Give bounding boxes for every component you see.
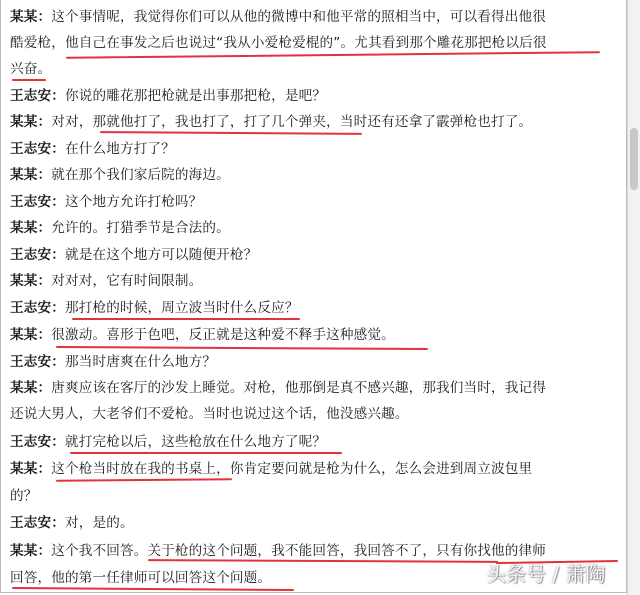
transcript-line — [10, 298, 299, 318]
transcript-line — [10, 271, 202, 291]
transcript-line — [10, 218, 230, 238]
line-text: 还说大男人，大老爷们不爱枪。当时也说过这个话，他没感兴趣。 — [10, 406, 409, 422]
speaker-label: 某某： — [10, 273, 52, 289]
line-text: 那当时唐爽在什么地方？ — [64, 354, 217, 370]
line-text: 你说的雕花那把枪就是出事那把枪，是吧？ — [64, 88, 327, 104]
transcript-line — [10, 378, 546, 398]
speaker-label: 某某： — [10, 327, 52, 343]
scrollbar-thumb[interactable] — [630, 128, 638, 190]
speaker-label: 某某： — [10, 167, 52, 183]
line-text: 酷爱枪，他自己在事发之后也说过“我从小爱枪爱棍的”。尤其看到那个雕花那把枪以后很 — [10, 35, 547, 51]
transcript-line — [10, 112, 532, 132]
transcript-line — [10, 486, 38, 506]
line-text: 就打完枪以后，这些枪放在什么地方了呢？ — [64, 434, 327, 450]
transcript-line — [10, 245, 257, 265]
line-text: 回答，他的第一任律师可以回答这个问题。 — [10, 570, 272, 586]
line-text: 的？ — [10, 488, 38, 504]
line-text: 对对对，它有时间限制。 — [51, 273, 203, 289]
vertical-scrollbar[interactable] — [627, 0, 640, 595]
transcript-line — [10, 7, 546, 27]
speaker-label: 王志安： — [10, 247, 65, 263]
speaker-label: 王志安： — [10, 354, 65, 370]
line-text: 对，是的。 — [64, 515, 134, 531]
transcript-line — [10, 165, 230, 185]
speaker-label: 某某： — [10, 114, 52, 130]
transcript-line — [10, 404, 409, 424]
speaker-label: 某某： — [10, 9, 52, 25]
highlight-underline — [70, 452, 342, 454]
speaker-label: 某某： — [10, 543, 52, 559]
transcript-line — [10, 541, 546, 561]
highlight-underline — [12, 79, 46, 81]
line-text: 这个枪当时放在我的书桌上，你肯定要问就是枪为什么，怎么会进到周立波包里 — [51, 461, 533, 477]
line-text: 这个地方允许打枪吗？ — [64, 194, 203, 210]
speaker-label: 某某： — [10, 461, 52, 477]
line-text: 就是在这个地方可以随便开枪？ — [64, 247, 258, 263]
transcript-line — [10, 568, 271, 588]
speaker-label: 王志安： — [10, 434, 65, 450]
speaker-label: 王志安： — [10, 88, 65, 104]
transcript-line — [10, 59, 51, 79]
line-text: 这个事情呢，我觉得你们可以从他的微博中和他平常的照相当中，可以看得出他很 — [51, 9, 547, 25]
transcript-line — [10, 513, 134, 533]
transcript-line — [10, 459, 532, 479]
line-text: 就在那个我们家后院的海边。 — [51, 167, 230, 183]
speaker-label: 王志安： — [10, 194, 65, 210]
transcript-line — [10, 139, 175, 159]
transcript-line — [10, 192, 202, 212]
line-text: 很激动。喜形于色吧，反正就是这种爱不释手这种感觉。 — [51, 327, 395, 343]
speaker-label: 王志安： — [10, 141, 65, 157]
line-text: 唐爽应该在客厅的沙发上睡觉。对枪，他那倒是真不感兴趣，那我们当时，我记得 — [51, 380, 547, 396]
line-text: 兴奋。 — [10, 61, 52, 77]
line-text: 那打枪的时候，周立波当时什么反应？ — [64, 300, 299, 316]
watermark: 头条号 / 萧陶 — [486, 562, 606, 586]
speaker-label: 某某： — [10, 220, 52, 236]
line-text: 对对，那就他打了，我也打了，打了几个弹夹，当时还有还拿了霰弹枪也打了。 — [51, 114, 533, 130]
transcript-line — [10, 432, 326, 452]
line-text: 在什么地方打了？ — [64, 141, 175, 157]
highlight-underline — [72, 318, 300, 320]
speaker-label: 某某： — [10, 380, 52, 396]
speaker-label: 王志安： — [10, 300, 65, 316]
line-text: 允许的。打猎季节是合法的。 — [51, 220, 230, 236]
transcript-line — [10, 33, 547, 53]
transcript-line — [10, 86, 326, 106]
transcript-line — [10, 352, 216, 372]
transcript-line — [10, 325, 395, 345]
speaker-label: 王志安： — [10, 515, 65, 531]
line-text: 这个我不回答。关于枪的这个问题，我不能回答，我回答不了，只有你找他的律师 — [51, 543, 547, 559]
